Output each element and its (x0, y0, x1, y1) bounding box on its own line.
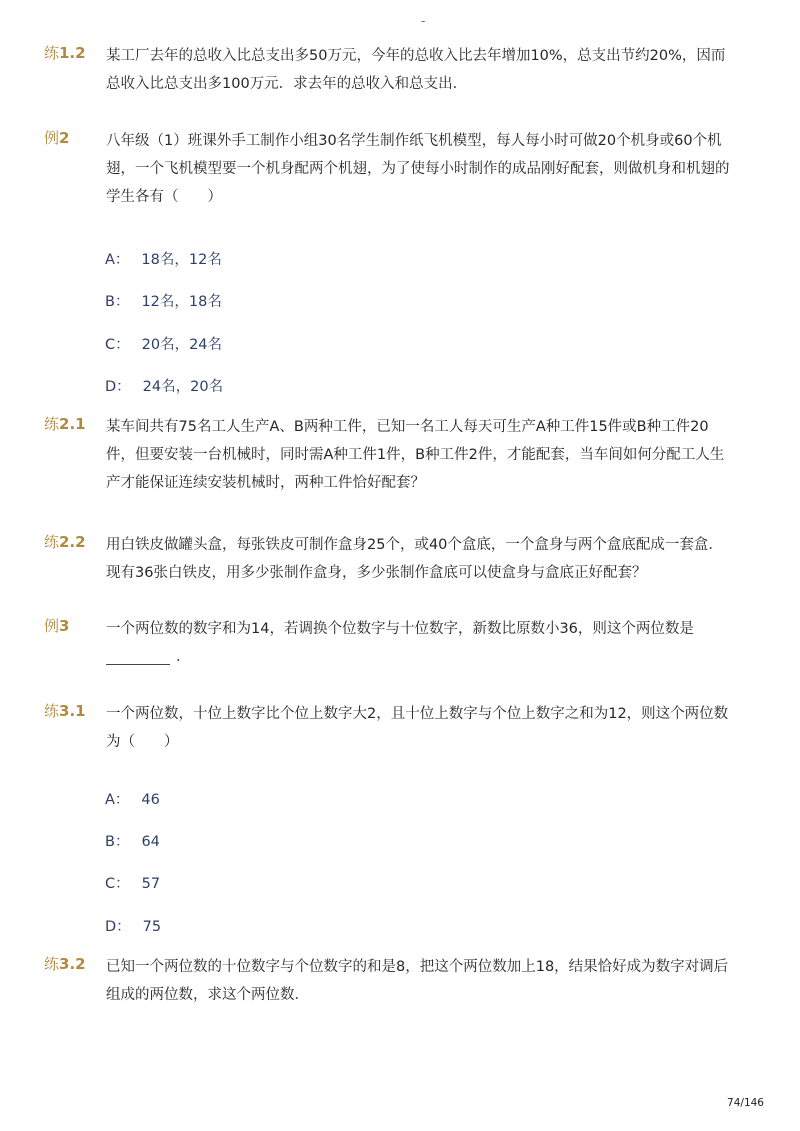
problem-2-2 (44, 531, 734, 587)
problem-label (44, 127, 69, 148)
problem-1-2 (44, 42, 734, 98)
label-number: 2.2 (59, 533, 86, 551)
option-value: 24名，20名 (142, 379, 224, 395)
problem-text: 用白铁皮做罐头盒，每张铁皮可制作盒身25个，或40个盒底，一个盒身与两个盒底配成一套盒．现有36张白铁皮，用多少张制作盒身，多少张制作盒底可以使盒身与盒底正好配套？ (106, 537, 723, 581)
problem-text (106, 615, 734, 671)
problem-text-tail: ． (176, 649, 191, 665)
label-prefix: 例 (44, 617, 60, 635)
option-d (105, 915, 161, 936)
option-value: 75 (142, 919, 162, 935)
option-a (105, 248, 222, 269)
example-3 (44, 615, 734, 671)
option-value: 64 (141, 834, 160, 850)
option-letter: B： (105, 834, 130, 850)
option-value: 57 (141, 876, 161, 892)
option-value: 12名，18名 (141, 294, 222, 310)
problem-label (44, 953, 86, 974)
page-number: 74/146 (727, 1097, 764, 1109)
label-prefix: 练 (44, 702, 60, 720)
problem-label (44, 700, 86, 721)
option-value: 18名，12名 (141, 252, 222, 268)
answer-blank (106, 650, 170, 665)
problem-label (44, 413, 86, 434)
problem-label (44, 531, 86, 552)
option-c (105, 872, 160, 893)
option-a (105, 788, 160, 809)
header-mark: - (421, 14, 426, 28)
example-2 (44, 127, 734, 211)
option-letter: A： (105, 792, 130, 808)
option-letter: A： (105, 252, 130, 268)
problem-3-2 (44, 953, 734, 1009)
label-number: 3.2 (59, 955, 86, 973)
label-number: 3 (59, 617, 70, 635)
label-prefix: 练 (44, 44, 60, 62)
problem-text: 八年级（1）班课外手工制作小组30名学生制作纸飞机模型，每人每小时可做20个机身或60个机翅，一个飞机模型要一个机身配两个机翅，为了使每小时制作的成品刚好配套，则做机身和机翅的学生各有（ ） (106, 133, 730, 205)
label-number: 2.1 (59, 415, 86, 433)
label-prefix: 练 (44, 415, 60, 433)
option-letter: D： (105, 919, 131, 935)
label-prefix: 练 (44, 533, 60, 551)
problem-text: 某工厂去年的总收入比总支出多50万元，今年的总收入比去年增加10%，总支出节约20%，因而总收入比总支出多100万元．求去年的总收入和总支出． (106, 48, 726, 92)
problem-label (44, 615, 69, 636)
problem-label (44, 42, 86, 63)
label-number: 3.1 (59, 702, 86, 720)
label-prefix: 练 (44, 955, 60, 973)
problem-text-body: 一个两位数的数字和为14，若调换个位数字与十位数字，新数比原数小36，则这个两位数是 (106, 621, 694, 637)
option-value: 20名，24名 (141, 337, 223, 353)
option-b (105, 830, 160, 851)
label-number: 1.2 (59, 44, 86, 62)
option-value: 46 (141, 792, 160, 808)
option-letter: C： (105, 337, 130, 353)
option-letter: B： (105, 294, 130, 310)
label-number: 2 (59, 129, 70, 147)
option-b (105, 290, 222, 311)
option-d (105, 375, 223, 396)
problem-2-1 (44, 413, 734, 497)
option-c (105, 333, 222, 354)
problem-text: 某车间共有75名工人生产A、B两种工件，已知一名工人每天可生产A种工件15件或B种工件20件，但要安装一台机械时，同时需A种工件1件，B种工件2件，才能配套，当车间如何分配工人生产才能保证连续安装机械时，两种工件恰好配套？ (106, 419, 725, 491)
problem-3-1 (44, 700, 734, 756)
problem-text: 已知一个两位数的十位数字与个位数字的和是8，把这个两位数加上18，结果恰好成为数字对调后组成的两位数，求这个两位数． (106, 959, 729, 1003)
label-prefix: 例 (44, 129, 60, 147)
problem-text: 一个两位数，十位上数字比个位上数字大2，且十位上数字与个位上数字之和为12，则这个两位数为（ ） (106, 706, 729, 750)
option-letter: C： (105, 876, 130, 892)
option-letter: D： (105, 379, 131, 395)
